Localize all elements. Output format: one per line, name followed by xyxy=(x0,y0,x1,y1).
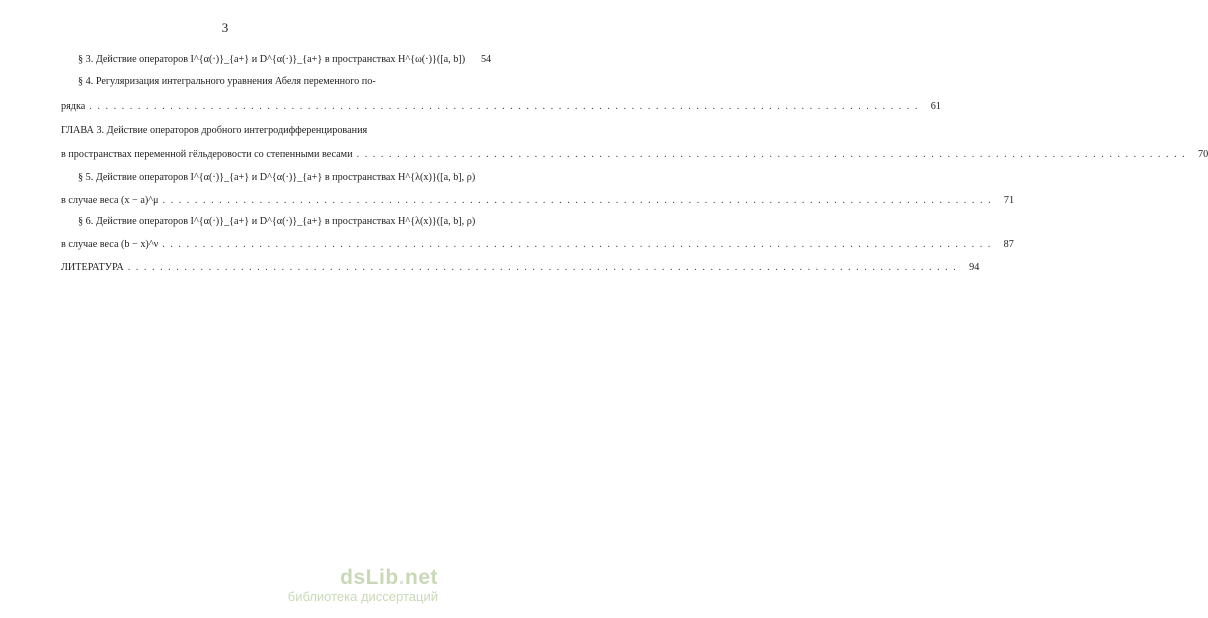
toc-entry-text: рядка xyxy=(61,101,86,112)
toc-bibliography xyxy=(61,261,980,274)
toc-entry-text: в случае веса (x − a)^μ xyxy=(61,195,159,206)
toc-entry-text: в пространствах переменной гёльдеровости со степенными весами xyxy=(61,149,353,160)
toc-leader-dots xyxy=(128,261,958,274)
toc-leader-dots xyxy=(357,148,1187,161)
toc-leader-dots xyxy=(163,194,993,207)
toc-entry-page: 94 xyxy=(969,262,980,273)
page-number: 3 xyxy=(221,20,229,35)
toc-entry xyxy=(78,171,476,184)
toc-chapter-continued xyxy=(61,148,1208,161)
toc-chapter xyxy=(61,124,423,137)
toc-leader-dots xyxy=(89,100,919,113)
toc-entry-text: § 5. Действие операторов I^{α(·)}_{a+} и D^{α(·)}_{a+} в пространствах H^{λ(x)}([a, b], ρ) xyxy=(78,172,476,183)
toc-entry-text: ЛИТЕРАТУРА xyxy=(61,262,124,273)
toc-entry xyxy=(78,53,492,66)
toc-entry-page: 54 xyxy=(480,54,492,65)
toc-entry-text: в случае веса (b − x)^ν xyxy=(61,239,159,250)
toc-entry-text: § 6. Действие операторов I^{α(·)}_{a+} и D^{α(·)}_{a+} в пространствах H^{λ(x)}([a, b], ρ) xyxy=(78,216,476,227)
site-watermark xyxy=(288,566,438,604)
toc-entry-text: § 3. Действие операторов I^{α(·)}_{a+} и D^{α(·)}_{a+} в пространствах H^{ω(·)}([a, b]) xyxy=(78,54,466,65)
toc-entry-continued xyxy=(61,194,1015,207)
toc-entry-page: 87 xyxy=(1003,239,1014,250)
watermark-logo: dsLib.net xyxy=(340,566,438,589)
toc-entry xyxy=(78,215,476,228)
toc-entry-page: 71 xyxy=(1003,195,1015,206)
toc-entry-continued xyxy=(61,238,1014,251)
toc-entry-page: 61 xyxy=(930,101,941,112)
toc-leader-dots xyxy=(162,238,992,251)
toc-entry-continued xyxy=(61,100,941,113)
watermark-caption: библиотека диссертаций xyxy=(287,589,438,604)
toc-entry-text: § 4. Регуляризация интегрального уравнения Абеля переменного по- xyxy=(78,76,376,87)
toc-chapter-text: ГЛАВА 3. Действие операторов дробного интегродифференцирования xyxy=(61,125,368,136)
toc-entry xyxy=(78,75,423,88)
toc-entry-page: 70 xyxy=(1198,149,1208,160)
